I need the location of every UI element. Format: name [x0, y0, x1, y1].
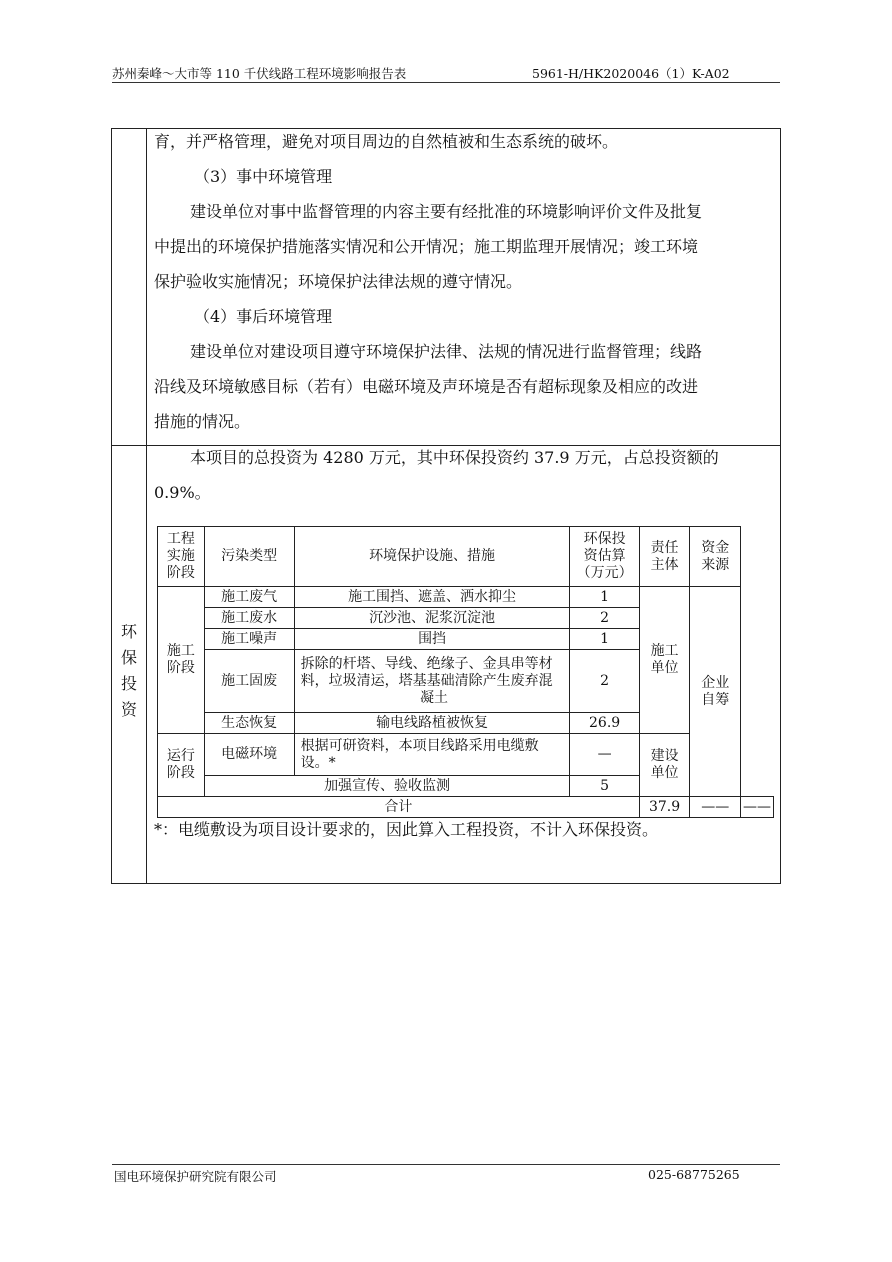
total-responsible: —— — [690, 797, 741, 818]
table-total-row — [158, 797, 774, 818]
cost: 2 — [570, 608, 639, 629]
pollution-type: 电磁环境 — [204, 734, 294, 776]
investment-table — [157, 526, 774, 818]
table-row — [158, 587, 774, 608]
header-cost: 环保投 资估算 （万元） — [570, 527, 639, 587]
phone-number: 025-68775265 — [648, 1167, 740, 1182]
operation-stage-cell: 运行 阶段 — [158, 734, 205, 797]
pollution-type: 施工固废 — [204, 650, 294, 713]
measure: 输电线路植被恢复 — [294, 713, 570, 734]
pollution-type: 施工废水 — [204, 608, 294, 629]
measure: 拆除的杆塔、导线、绝缘子、金具串等材 料，垃圾清运，塔基基础清除产生废弃混 凝土 — [294, 650, 570, 713]
heading-during-management: （3）事中环境管理 — [194, 167, 333, 186]
investment-intro-line-1: 本项目的总投资为 4280 万元，其中环保投资约 37.9 万元，占总投资额的 — [190, 448, 719, 467]
para-during-line-3: 保护验收实施情况；环境保护法律法规的遵守情况。 — [154, 272, 523, 291]
measure: 围挡 — [294, 629, 570, 650]
header-measures: 环境保护设施、措施 — [294, 527, 570, 587]
cost: 26.9 — [570, 713, 639, 734]
cost: 1 — [570, 587, 639, 608]
header-fund-source: 资金 来源 — [690, 527, 741, 587]
column-divider — [146, 129, 147, 883]
report-code: 5961-H/HK2020046（1）K-A02 — [532, 66, 730, 81]
total-label: 合计 — [158, 797, 640, 818]
cost: 5 — [570, 776, 639, 797]
para-after-line-2: 沿线及环境敏感目标（若有）电磁环境及声环境是否有超标现象及相应的改进 — [154, 377, 699, 396]
para-during-line-1: 建设单位对事中监督管理的内容主要有经批准的环境影响评价文件及批复 — [190, 202, 703, 221]
pollution-type: 生态恢复 — [204, 713, 294, 734]
para-after-line-1: 建设单位对建设项目遵守环境保护法律、法规的情况进行监督管理；线路 — [190, 342, 703, 361]
construction-stage-cell: 施工 阶段 — [158, 587, 205, 734]
build-unit-cell: 建设 单位 — [639, 734, 690, 797]
para-after-line-3: 措施的情况。 — [154, 412, 251, 431]
side-label-investment: 环 保 投 资 — [120, 622, 137, 719]
header-stage: 工程 实施 阶段 — [158, 527, 205, 587]
content-frame — [111, 128, 781, 884]
total-fund: —— — [741, 797, 774, 818]
organization-name: 国电环境保护研究院有限公司 — [114, 1169, 277, 1184]
cost: 2 — [570, 650, 639, 713]
total-cost: 37.9 — [639, 797, 690, 818]
header-responsible: 责任 主体 — [639, 527, 690, 587]
pollution-type: 施工废气 — [204, 587, 294, 608]
measure: 施工围挡、遮盖、洒水抑尘 — [294, 587, 570, 608]
report-title: 苏州秦峰～大市等 110 千伏线路工程环境影响报告表 — [112, 66, 407, 81]
heading-after-management: （4）事后环境管理 — [194, 307, 333, 326]
measure: 加强宣传、验收监测 — [204, 776, 570, 797]
header-pollution-type: 污染类型 — [204, 527, 294, 587]
page-header — [112, 62, 780, 83]
management-line-1: 育，并严格管理，避免对项目周边的自然植被和生态系统的破坏。 — [154, 132, 619, 151]
measure: 根据可研资料，本项目线路采用电缆敷 设。* — [294, 734, 570, 776]
table-footnote: *：电缆敷设为项目设计要求的，因此算入工程投资，不计入环保投资。 — [154, 820, 659, 839]
table-row — [158, 734, 774, 776]
pollution-type: 施工噪声 — [204, 629, 294, 650]
measure: 沉沙池、泥浆沉淀池 — [294, 608, 570, 629]
investment-intro-line-2: 0.9%。 — [154, 483, 211, 502]
table-header-row — [158, 527, 774, 587]
cost: 1 — [570, 629, 639, 650]
page-footer — [112, 1164, 780, 1184]
para-during-line-2: 中提出的环境保护措施落实情况和公开情况；施工期监理开展情况；竣工环境 — [154, 237, 699, 256]
cost: — — [570, 734, 639, 776]
fund-source-cell: 企业 自筹 — [690, 587, 741, 797]
construction-unit-cell: 施工 单位 — [639, 587, 690, 734]
